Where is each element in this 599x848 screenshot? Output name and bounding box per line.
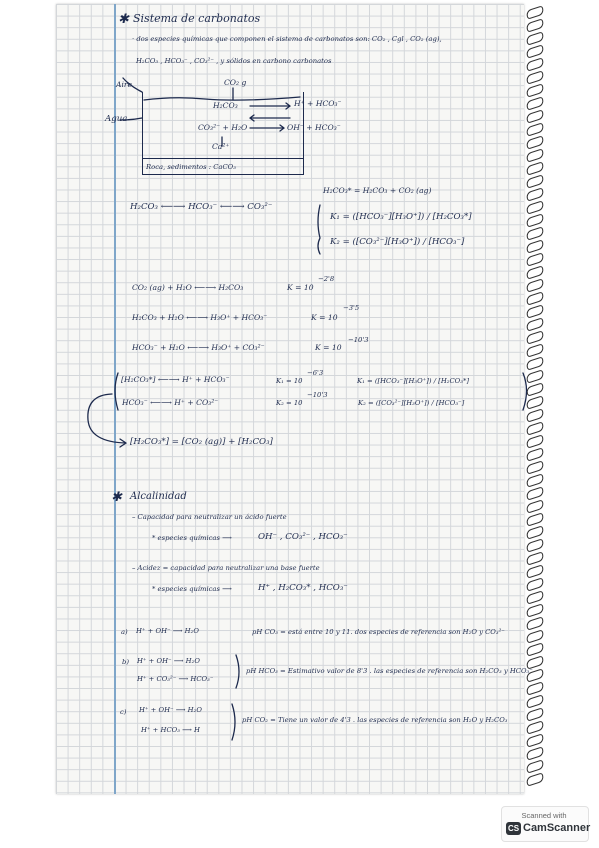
spiral-ring: [525, 330, 545, 344]
spiral-ring: [525, 369, 545, 383]
reaction-3-k-exp: −10'3: [348, 336, 369, 344]
reaction-1-k-exp: −2'8: [318, 275, 335, 283]
spiral-ring: [525, 564, 545, 578]
spiral-ring: [525, 421, 545, 435]
spiral-ring: [525, 278, 545, 292]
spiral-ring: [525, 759, 545, 773]
spiral-ring: [525, 434, 545, 448]
spiral-ring: [525, 213, 545, 227]
alkalinity-title: Alcalinidad: [130, 491, 187, 502]
sediment-line: [142, 158, 304, 159]
spiral-ring: [525, 512, 545, 526]
acidity-species-label: * especies químicas ⟶: [152, 585, 232, 593]
spiral-ring: [525, 499, 545, 513]
spiral-ring: [525, 135, 545, 149]
spiral-ring: [525, 96, 545, 110]
badge-brand-name: CamScanner: [523, 822, 591, 834]
intro-line-1: · dos especies químicas que componen el sistema de carbonatos son: CO₂ , Cgl , CO₂ (ag),: [132, 35, 442, 43]
spiral-ring: [525, 226, 545, 240]
reaction-3: HCO₃⁻ + H₂O ⟵⟶ H₃O⁺ + CO₃²⁻: [132, 343, 265, 352]
spiral-ring: [525, 5, 545, 19]
carbonic-sum: [H₂CO₃*] = [CO₂ (ag)] + [H₂CO₃]: [130, 437, 273, 447]
reaction-1: CO₂ (ag) + H₂O ⟵⟶ H₂CO₃: [132, 283, 244, 292]
spiral-ring: [525, 642, 545, 656]
bracket-reaction-2-expr: K₂ = ([CO₃²⁻][H₃O⁺]) / [HCO₃⁻]: [358, 399, 465, 407]
spiral-ring: [525, 265, 545, 279]
species-h-hco3: H⁺ + HCO₃⁻: [294, 99, 342, 108]
spiral-ring: [525, 18, 545, 32]
spiral-ring: [525, 291, 545, 305]
k1-definition: K₁ = ([HCO₃⁻][H₃O⁺]) / [H₂CO₃*]: [330, 212, 472, 222]
spiral-ring: [525, 252, 545, 266]
alkalinity-definition: – Capacidad para neutralizar un ácido fuerte: [132, 513, 287, 521]
case-c-label: c): [120, 708, 127, 716]
spiral-ring: [525, 551, 545, 565]
case-b-note: pH HCO₃ = Estimativo valor de 8'3 . las especies de referencia son H₂CO₃ y HCO₃⁻: [246, 667, 533, 675]
spiral-ring: [525, 44, 545, 58]
label-agua: Agua: [105, 114, 128, 124]
k-def-h2co3-star: H₂CO₃* = H₂CO₃ + CO₂ (ag): [323, 186, 432, 195]
spiral-ring: [525, 239, 545, 253]
spiral-ring: [525, 83, 545, 97]
spiral-ring: [525, 382, 545, 396]
spiral-ring: [525, 447, 545, 461]
spiral-ring: [525, 694, 545, 708]
spiral-ring: [525, 486, 545, 500]
spiral-ring: [525, 200, 545, 214]
spiral-ring: [525, 590, 545, 604]
spiral-ring: [525, 57, 545, 71]
case-b-label: b): [122, 658, 130, 666]
sediment-label: Roca, sedimentos : CaCO₃: [146, 163, 236, 171]
label-aire: Aire: [116, 80, 133, 89]
spiral-ring: [525, 538, 545, 552]
case-a-equation: H⁺ + OH⁻ ⟶ H₂O: [136, 627, 199, 635]
case-c-equation-2: H⁺ + HCO₃ ⟶ H: [141, 726, 200, 734]
spiral-ring: [525, 733, 545, 747]
label-co2-gas: CO₂ g: [224, 78, 247, 87]
bullet-star: ✱: [118, 12, 129, 27]
bracket-reaction-2-k-exp: −10'3: [307, 391, 328, 399]
case-a-note: pH CO₃ = está entre 10 y 11. dos especies de referencia son H₂O y CO₃²⁻: [252, 628, 505, 636]
acidity-definition: – Acidez = capacidad para neutralizar una base fuerte: [132, 564, 320, 572]
spiral-ring: [525, 317, 545, 331]
spiral-ring: [525, 109, 545, 123]
spiral-ring: [525, 772, 545, 786]
spiral-ring: [525, 161, 545, 175]
camscanner-logo-icon: CS: [507, 824, 520, 833]
spiral-ring: [525, 707, 545, 721]
case-b-equation-1: H⁺ + OH⁻ ⟶ H₂O: [137, 657, 200, 665]
acidity-species: H⁺ , H₂CO₃* , HCO₃⁻: [258, 583, 348, 593]
bracket-reaction-2-k: K₂ = 10: [276, 399, 303, 407]
spiral-ring: [525, 148, 545, 162]
spiral-ring: [525, 460, 545, 474]
reaction-2-k-exp: −3'5: [343, 304, 360, 312]
reaction-2-k: K = 10: [311, 313, 338, 322]
spiral-ring: [525, 70, 545, 84]
bracket-reaction-1-expr: K₁ = ([HCO₃⁻][H₃O⁺]) / [H₂CO₃*]: [357, 377, 470, 385]
alkalinity-species: OH⁻ , CO₃²⁻ , HCO₃⁻: [258, 532, 348, 542]
spiral-ring: [525, 473, 545, 487]
case-a-label: a): [121, 628, 128, 636]
intro-line-2: H₂CO₃ , HCO₃⁻ , CO₃²⁻ , y sólidos en carbono carbonatos: [136, 57, 332, 65]
species-co3-h2o: CO₃²⁻ + H₂O: [198, 123, 248, 132]
spiral-ring: [525, 746, 545, 760]
bracket-reaction-1-k: K₁ = 10: [276, 377, 303, 385]
case-b-equation-2: H⁺ + CO₃²⁻ ⟶ HCO₃⁻: [137, 675, 214, 683]
spiral-ring: [525, 616, 545, 630]
species-h2co3: H₂CO₃: [213, 101, 238, 110]
spiral-ring: [525, 356, 545, 370]
alkalinity-species-label: * especies químicas ⟶: [152, 534, 232, 542]
section-heading: Sistema de carbonatos: [133, 12, 261, 25]
spiral-ring: [525, 408, 545, 422]
reaction-3-k: K = 10: [315, 343, 342, 352]
spiral-ring: [525, 187, 545, 201]
case-c-note: pH CO₂ = Tiene un valor de 4'3 . las especies de referencia son H₂O y H₂CO₃: [242, 716, 508, 724]
bullet-star-2: ✱: [111, 490, 122, 505]
spiral-ring: [525, 395, 545, 409]
bracket-reaction-2: HCO₃⁻ ⟵⟶ H⁺ + CO₃²⁻: [122, 398, 219, 407]
spiral-ring: [525, 343, 545, 357]
spiral-ring: [525, 174, 545, 188]
reaction-2: H₂CO₃ + H₂O ⟵⟶ H₃O⁺ + HCO₃⁻: [132, 313, 268, 322]
bracket-reaction-1: [H₂CO₃*] ⟵⟶ H⁺ + HCO₃⁻: [121, 375, 230, 384]
species-oh-hco3: OH⁻ + HCO₃⁻: [287, 123, 341, 132]
spiral-ring: [525, 720, 545, 734]
equilibrium-chain: H₂CO₃ ⟵⟶ HCO₃⁻ ⟵⟶ CO₃²⁻: [130, 202, 273, 212]
spiral-ring: [525, 577, 545, 591]
k2-definition: K₂ = ([CO₃²⁻][H₃O⁺]) / [HCO₃⁻]: [330, 237, 465, 247]
spiral-ring: [525, 122, 545, 136]
badge-caption: Scanned with: [521, 811, 567, 820]
spiral-ring: [525, 304, 545, 318]
spiral-ring: [525, 681, 545, 695]
case-c-equation-1: H⁺ + OH⁻ ⟶ H₂O: [139, 706, 202, 714]
reaction-1-k: K = 10: [287, 283, 314, 292]
spiral-ring: [525, 31, 545, 45]
species-ca: Ca²⁺: [212, 142, 230, 151]
spiral-ring: [525, 525, 545, 539]
spiral-ring: [525, 603, 545, 617]
spiral-ring: [525, 629, 545, 643]
bracket-reaction-1-k-exp: −6'3: [307, 369, 324, 377]
